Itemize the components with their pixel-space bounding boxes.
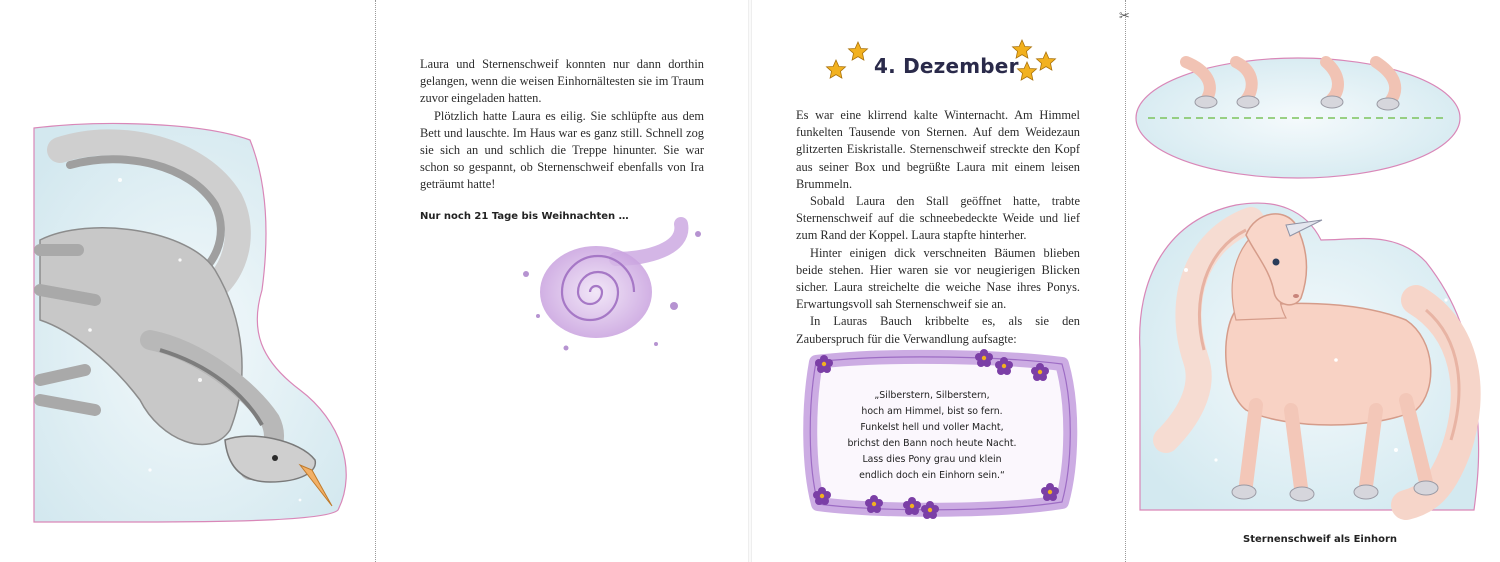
star-icon [849, 42, 868, 60]
paragraph: Plötzlich hatte Laura es eilig. Sie schlüpfte aus dem Bett und lauschte. Im Haus war es ganz still. Schnell zog sie sich an und schlich die Treppe hinunter. Sie war schon so gespannt, ob Sternenschweif ebenfalls von Ira geträumt hatte! [420, 108, 704, 192]
star-icon [1018, 62, 1037, 80]
paragraph: Sobald Laura den Stall geöffnet hatte, trabte Sternenschweif auf die schneebedeckte Weide und lief zum Rand der Koppel. Laura stapfte hinterher. [796, 194, 1080, 243]
paragraph: Es war eine klirrend kalte Winternacht. Am Himmel funkelten Tausende von Sternen. Auf dem Weidezaun glitzerten Eiskristalle. Sternenschweif streckte den Kopf aus seiner Box und begrüßte Laura mit einem leisen Brummeln. [796, 108, 1080, 191]
story-page-right [752, 0, 1125, 562]
story-text-block [796, 107, 1080, 348]
page-title: 4. Dezember [874, 54, 1019, 78]
poem-line: endlich doch ein Einhorn sein.“ [859, 470, 1005, 481]
paragraph: In Lauras Bauch kribbelte es, als sie den Zauberspruch für die Verwandlung aufsagte: [796, 314, 1080, 346]
poem-line: Lass dies Pony grau und klein [862, 454, 1002, 465]
star-icon [1037, 52, 1056, 70]
story-text-block [420, 56, 704, 194]
poem-line: Funkelst hell und voller Macht, [860, 422, 1004, 433]
magic-spell-poem [832, 388, 1032, 484]
magic-swirl-illustration [506, 214, 716, 354]
poem-line: „Silberstern, Silberstern, [874, 390, 990, 401]
grey-pony-illustration [0, 0, 375, 562]
paragraph: Hinter einigen dick verschneiten Bäumen blieben beide stehen. Hier waren sie vor neugierigen Blicken sicher. Laura streichelte die weiche Nase ihres Ponys. Erwartungsvoll sah Sternenschweif sie an. [796, 245, 1080, 312]
unicorn-illustration [1126, 0, 1500, 562]
grey-pony-cutout-page [0, 0, 375, 562]
unicorn-cutout-page [1126, 0, 1500, 562]
countdown-caption: Nur noch 21 Tage bis Weihnachten … [420, 211, 629, 222]
paragraph: Laura und Sternenschweif konnten nur dann dorthin gelangen, wenn die weisen Einhornältesten sie im Traum zuvor eingeladen hatten. [420, 57, 704, 106]
story-page-left [376, 0, 750, 562]
poem-line: hoch am Himmel, bist so fern. [861, 406, 1003, 417]
scissors-icon: ✂ [1119, 9, 1130, 24]
unicorn-caption: Sternenschweif als Einhorn [1243, 534, 1398, 545]
star-icon [827, 60, 846, 78]
poem-line: brichst den Bann noch heute Nacht. [847, 438, 1017, 449]
